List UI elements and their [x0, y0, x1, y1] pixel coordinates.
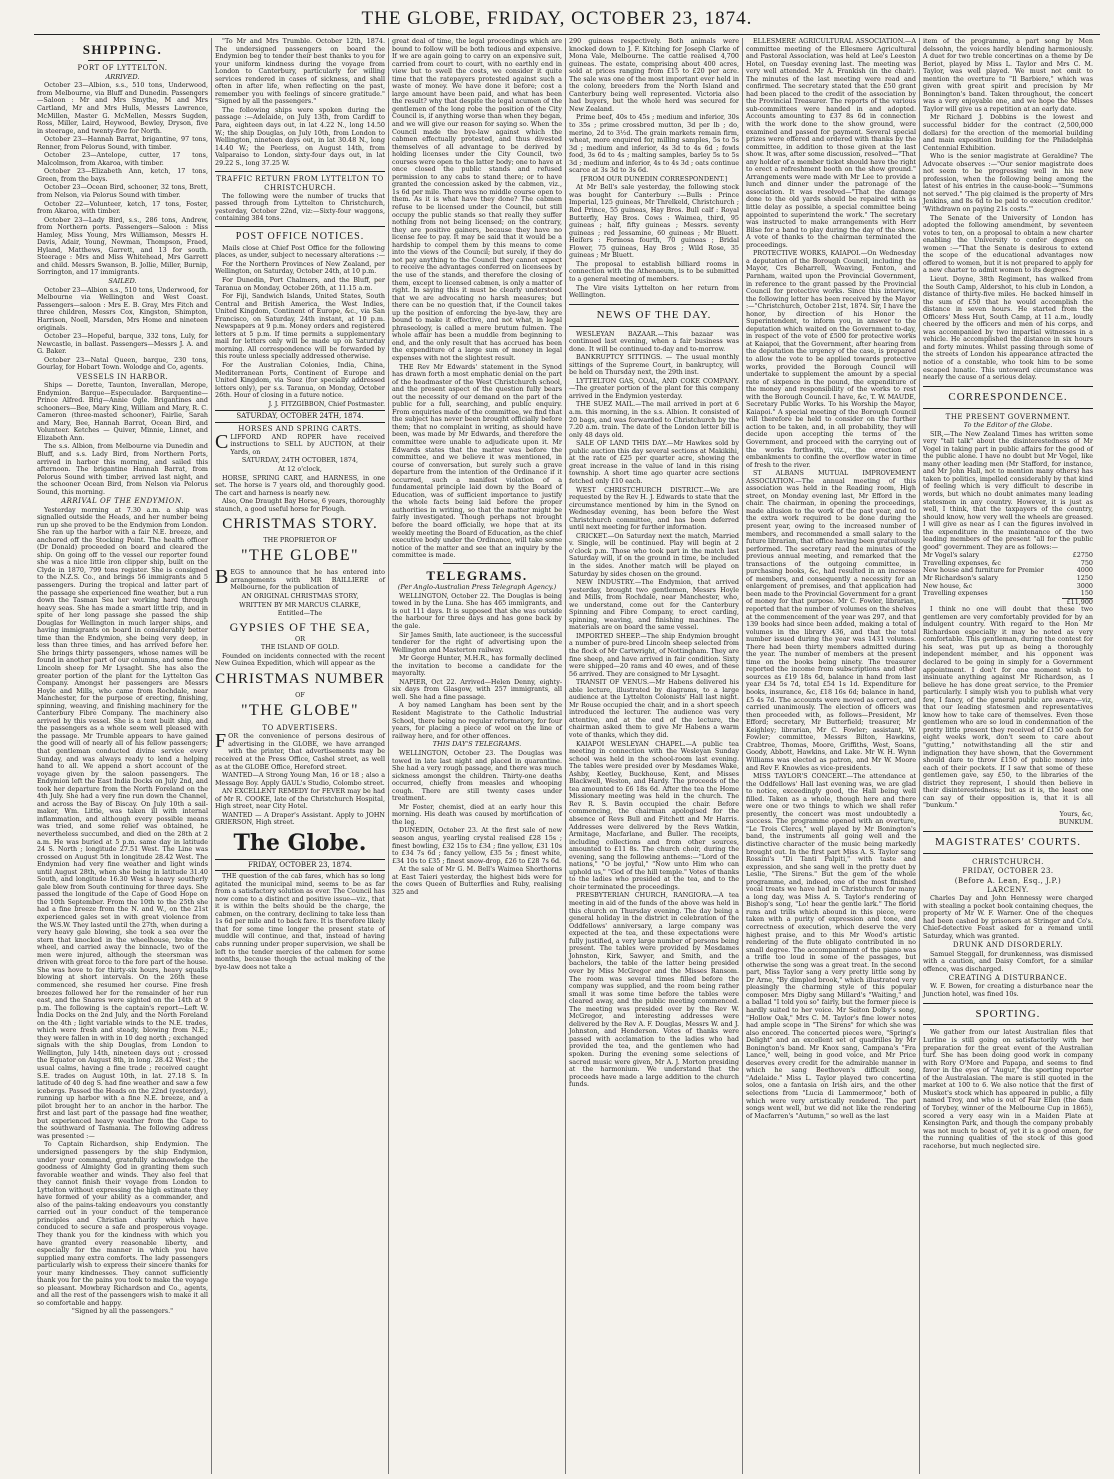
sailed-entry: October 23—Albion s.s., 510 tons, Underwood, for Melbourne via Wellington and West Coast. Passengers—saloon : Mrs E. B. Gray, Mrs Fitch and three children, Messrs Cox, Kingston, Shimpton, Harrison, Noell, Marsden, Mrs Home and nineteen originals. — [37, 285, 208, 332]
story-body-text: EGS to announce that he has entered into arrangements with MR BAILLIERE of Melbourne, for the publication of — [230, 568, 385, 592]
athenaeum-note: The proposal to establish billiard rooms in connection with the Athenaeum, is to be submitted to a general meeting of members. — [569, 259, 739, 283]
story-island: THE ISLAND OF GOLD. — [260, 643, 340, 652]
telegram: WELLINGTON, October 22. The Douglas is being towed in by the Luna. She has 465 immigrants, and is out 111 days. It is supposed that she was outside the harbour for three days and has gone back by the gale. — [392, 591, 562, 631]
correspondence-signature: BUNKUM. — [1058, 818, 1093, 827]
telegram: WELLINGTON, October 23. The Douglas was towed in late last night and placed in quarantine. She had a very rough passage, and there was much sickness amongst the children. Thirty-one deaths occurred, chiefly from measles and whooping cough. There are still twenty cases under treatment. — [392, 748, 562, 803]
sale-continued: 290 guineas respectively. Both animals were knocked down to J. F. Kitching for Joseph Clarke of Mona Vale, Melbourne. The cattle realised 4,700 guineas. The estate, comprising about 400 acres, sold at prices ranging from £15 to £20 per acre. The sale was one of the most important ever held in the colony, breeders from the North Island and Canterbury being well represented. Victoria also had buyers, but the whole herd was secured for New Zealand. — [569, 38, 739, 113]
correspondence-subheading: THE PRESENT GOVERNMENT. — [945, 412, 1071, 421]
salary-total: £11,900 — [1062, 598, 1093, 606]
correspondence-end: I think no one will doubt that these two gentlemen are very comfortably provided for by an indulgent country. With regard to the Hon Mr Richardson especially it may be noted as very comfortable. This gentleman, during the contest for his seat, was put up as being a thoroughly independent member, and his opponent was declared to be going in simply for a Government appointment. I don't for one moment wish to insinuate anything against Mr Richardson, as I believe he has done great service, to the Premier particularly. I simply wish you to publish what very few, I fancy, of the general public are aware—viz, that our leading statesmen and representatives know how to take care of themselves. Even those gentlemen who are so loud in condemnation of the pretty little present they received of £150 each for eight weeks work, don't seem to care about "gutting," notwithstanding all the stir and indignation they have shown, that the Government should dare to throw £150 of public money into each of their pockets. If I saw that some of these gentlemen gave, say £50, to the libraries of the district they represent, I should then believe in their disinterestedness; but as it is, the least one can say of their opposition is, that it is all "bunkum." — [923, 605, 1093, 810]
salary-label: Travelling expenses, &c — [923, 558, 1001, 567]
news-item: SALE OF LAND THIS DAY.—Mr Hawkes sold by public auction this day several sections at Makikihi, at the rate of £25 per quarter acre, showing the great increase in the value of land in this rising township. A short time ago quarter acre sections fetched only £10 each. — [569, 439, 739, 485]
correspondence-heading: CORRESPONDENCE. — [948, 390, 1068, 403]
arrival-entry: October 23—Ocean Bird, schooner, 32 tons, Brett, from Nelson, via Pelorus Sound with timber. — [37, 183, 208, 199]
correspondence-sign-off: Yours, &c, — [1059, 809, 1093, 818]
news-item: PRESBYTERIAN CHURCH, RANGIORA.—A tea meeting in aid of the funds of the above was held in this church on Thursday evening. The day being a general holiday in the district in celebration of the Oddfellows' anniversary, a large company was expected at the tea, and these expectations were fully justified, a very large number of persons being present. The tables were provided by Mesdames Johnston, Kirk, Sawyer, and Smith, and the bachelors, the table of the latter being presided over by Miss McGregor and the Misses Ransom. The room was several times filled before the company was supplied, and the room being rather small it was some time before the tables were cleared away, and the public meeting commenced. The meeting was presided over by the Rev W. McGregor, and interesting addresses were delivered by the Rev A. F. Douglas, Messrs W. and J. Johnston, and Henderson. Votes of thanks were passed with acclamation to the ladies who had provided the tea, and the gentlemen who had spoken. During the evening some selections of sacred music were given, Mr A. J. Morton presiding at the harmonium. We understand that the proceeds have made a large addition to the church funds. — [569, 891, 739, 1089]
sale-also: Also, One Draught Bay Horse, 6 years, thoroughly staunch, a good useful horse for Plough. — [215, 497, 385, 513]
news-item: WESLEYAN BAZAAR.—This bazaar was continued last evening, when a fair business was done. It will be continued to-day and to-morrow. — [569, 329, 739, 353]
disturbance-heading: CREATING A DISTURBANCE. — [948, 974, 1068, 983]
magistrates-bench: (Before A. Lean, Esq., J.P.) — [954, 876, 1062, 885]
doyne-note: Lieut. Doyne, 38th Regiment, has walked from the South Camp, Aldershot, to his club in London, a distance of thirty-five miles. He backed himself in the sum of £50 that he would accomplish the distance in seven hours. He started from the Officers' Mess Hut, South Camp, at 11 a.m., loudly cheered by the officers and men of his corps, and was accompanied by two impartial witnesses in a vehicle. He accomplished the distance in six hours and forty minutes. Whilst passing through some of the streets of London his appearance attracted the notice of a constable, who took him to be some escaped lunatic. This untoward circumstance was nearly the cause of a serious delay. — [923, 274, 1093, 382]
sale-body-text: LIFFORD AND ROPER have received instructions to SELL by AUCTION, at their Yards, on — [230, 432, 385, 456]
albion-note: The s.s. Albion, from Melbourne via Dunedin and Bluff, and s.s. Lady Bird, from Northern Ports, arrived in harbor this morning, and sailed this afternoon. The brigantine Hannah Barrat, from Pelorus Sound with timber, arrived last night, and the schooner Ocean Bird, from Nelson via Pelorus Sound, this morning. — [37, 442, 208, 496]
telegram: Mr Foster, chemist, died at an early hour this morning. His death was caused by mortification of the leg. — [392, 802, 562, 826]
disturbance-text: W. F. Bowen, for creating a disturbance near the Junction hotel, was fined 10s. — [923, 982, 1093, 998]
market-report: Prime beef, 40s to 45s ; medium and inferior, 30s to 35s ; prime crossbred mutton, 3d per lb ; do, merino, 2d to 3½d. The grain markets remain firm, wheat, more enquired for, milling samples, 5s to 5s 3d ; medium and inferior, 4s 3d to 4s 6d ; fowls food, 3s 6d to 4s ; malting samples, barley 5s to 5s 3d ; medium and inferior, 4s to 4s 3d ; oats continue scarce at 3s 3d to 3s 6d. — [569, 113, 739, 175]
sailed-entry: October 23—Natal Queen, barque, 230 tons, Gourlay, for Hobart Town. Wolodge and Co, agents. — [37, 355, 208, 372]
edwards-editorial: THE Rev Mr Edwards' statement in the Synod has drawn forth a most emphatic denial on the part of the headmaster of the West Christchurch school, and the present aspect of the question fully bears out the necessity of our demand on the part of the public for a full, searching, and public enquiry. From enquiries made of the committee, we find that the subject has never been brought officially before them; that no complaint in writing, as should have been, was made by Mr Edwards, and therefore the committee were unable to adjudicate upon it. Mr Edwards states that the matter was before the committee, and we believe it was mentioned, in course of conversation, but surely such a grave departure from the intention of the Ordinance if it occurred, such a manifest violation of a fundamental principle laid down by the Board of Education, was of sufficient importance to justify the whole facts being laid before the proper authorities in writing, so that the matter might be fairly investigated. Though perhaps not brought before the board officially, we hope that at its weekly meeting the Board of Education, as the chief executive body under the Ordinance, will take some notice of the matter and see that an inquiry by the committee is made. — [392, 362, 562, 560]
sporting-heading-box — [923, 1003, 1093, 1026]
magistrates-heading-box — [923, 831, 1093, 854]
harbor-text: Ships — Dorette, Taunton, Inverallan, Merope, Endymion. Barque—Especulador. Barquentine—Prince Alfred. Brig—Annie Ogle. Brigantines and schooners—Bee, Mary King, William and Mary, R. C. Cameron (three-masted schooner), Fairlie, Sarah and Mary, Bee, Hannah Barrat, Ocean Bird, and Volunteer. Ketches — Quiver, Minnie, Linnet, and Elizabeth Ann. — [37, 381, 208, 442]
correspondence-to: To the Editor of the Globe. — [963, 420, 1053, 429]
story-body — [215, 566, 385, 592]
telegram: A boy named Langham has been sent by the Resident Magistrate to the Catholic Industrial School, there being no regular reformatory, for four years, for placing a piece of wool on the line of railway here, and for other offences. — [392, 701, 562, 740]
story-of: OF — [295, 690, 305, 699]
news-item: ELLESMERE AGRICULTURAL ASSOCIATION.—A committee meeting of the Ellesmere Agricultural and Pastoral Association, was held at Lee's Leeston Hotel, on Tuesday evening last. The meeting was very well attended. Mr A. Frankish (in the chair). The minutes of the last meeting were read and confirmed. The secretary stated that the £50 grant had been placed to the credit of the association by the Provincial Treasurer. The reports of the various sub-committees were handed in and adopted. Accounts amounting to £37 8s 6d in connection with the work done to the show ground, were examined and passed for payment. Several special prizes were offered and ordered with thanks by the committee, in addition to those given at the last show. It was, after some discussion, resolved—"That any holder of a member ticket should have the right to erect a refreshment booth on the show ground." Arrangements were made with Mr Lee to provide a lunch and dinner under the patronage of the association. It was resolved—"That the damage done to the old yards should be repaired with as little delay as possible, a special committee being appointed to superintend the work." The secretary was instructed to make arrangements with Herr Bilse for a band to play during the day of the show. A vote of thanks to the chairman terminated the proceedings. — [746, 38, 916, 249]
story-founded: Founded on incidents connected with the recent New Guinea Expedition, which will appear as the — [215, 651, 385, 668]
post-notice: For Fiji, Sandwich Islands, United States, South Central and British America, the West Indies, United Kingdom, Continent of Europe, &c., via San Francisco, on Saturday, 24th instant, at 10 p.m. Newspapers at 9 p.m. Money orders and registered letters at 5 p.m. If time permits a supplementary mail for letters only will be made up on Saturday morning. All correspondence will be forwarded by this route unless specially addressed otherwise. — [215, 292, 385, 361]
salary-label: Mr Vogel's salary — [923, 551, 980, 560]
story-original: AN ORIGINAL CHRISTMAS STORY, — [241, 591, 359, 600]
shipping-heading: SHIPPING. — [82, 42, 163, 57]
news-item: BANKRUPTCY SITTINGS. — The usual monthly sittings of the Supreme Court, in bankruptcy, will be held on Thursday next, the 29th inst. — [569, 353, 739, 377]
sailed-label: SAILED. — [108, 277, 137, 286]
salary-label: Travelling expenses — [923, 589, 988, 598]
sale-heading: HORSES AND SPRING CARTS. — [238, 424, 362, 433]
column-6 — [919, 38, 1096, 1474]
sale-time: At 12 o'clock, — [278, 464, 322, 473]
advertisers-body: OR the convenience of persons desirous of advertising in the GLOBE, we have arranged with the printer, that advertisements may be received at the Press Office, Cashel street, as well as at the GLOBE Office, Hereford street. — [215, 732, 385, 771]
arrival-entry: October 23—Antelope, cutter, 17 tons, Malcolmson, from Akaroa, with timber. — [37, 151, 208, 167]
sporting-heading: SPORTING. — [975, 1007, 1041, 1020]
wanted-ad: WANTED—A Strong Young Man, 16 or 18 ; also a Message Boy. Apply GAUL's Studio, Colombo street. — [215, 771, 385, 787]
news-item: LYTTELTON GAS, COAL, AND COKE COMPANY.—The greater portion of the plant for this company arrived in the Endymion yesterday. — [569, 376, 739, 400]
concert-continued: item of the programme, a part song by Men delssohn, the voices hardly blending harmoniously. A duet for two treble concertinas on a theme by De Beriot, played by Miss L. Taylor and Mrs C. M. Taylor, was well played. We must not omit to mention the overture to "Il Barbiere," which was given with great spirit and precision by Mr Bonnington's band. Taken throughout, the concert was a very enjoyable one, and we hope the Misses Taylor will give us a repetition at an early date. — [923, 38, 1093, 113]
salary-value: £2750 — [1072, 551, 1093, 560]
masthead-rule — [34, 34, 1100, 35]
story-proprietor: THE PROPRIETOR OF — [263, 535, 337, 544]
news-item: KAIAPOI WESLEYAN CHAPEL.—A public tea meeting in connection with the Wesleyan Sunday school was held in the school-room last evening. The tables were presided over by Mesdames Wake, Ashby, Keetley, Buckhouse, Kent, and Misses Blackwell, Weston, and Hardy. The proceeds of the tea amounted to £6 18s 6d. After the tea the Home Missionary meeting was held in the church. The Rev R. S. Bavin occupied the chair. Before commencing, the chairman apologised for the absence of Revs Bull and Fitchett and Mr Harris. Addresses were delivered by the Revs Watkin, Armitage, Macfarlane, and Buller. The receipts, including collections and from other sources, amounted to £11 8s. The church choir, during the evening, sang the following anthems:—"Lord of the nations," "O be joyful," "Now unto Him who can uphold us," "God of the hill temple." Votes of thanks to the ladies who presided at the tea, and to the choir terminated the proceedings. — [569, 739, 739, 891]
post-notice: For Dunedin, Port Chalmers, and the Bluff, per Taranua on Monday, October 26th, at 11.15 a.m. — [215, 275, 385, 292]
larceny-text: Charles Day and John Hennessy were charged with stealing a pocket book containing cheques, the property of Mr W. F. Warner. One of the cheques had been cashed by prisoners at Stringer and Co's. Chief-detective Feast asked for a remand until Saturday, which was granted. — [923, 894, 1093, 940]
news-item: ST ALBANS MUTUAL IMPROVEMENT ASSOCIATION.—The annual meeting of this association was held in the Reading room, High street, on Monday evening last, Mr Efford in the chair. The chairman, in opening the proceedings, made allusion to the work of the past year, and to the extra work required to be done during the present year, owing to the increased number of members, and recommended a small salary to the future librarian, that office having been gratuitously performed. The secretary read the minutes of the previous annual meeting, and remarked that the transactions of the outgoing committee, in purchasing books, &c, had resulted in an increase of members, and consequently a necessity for an enlargement of premises, and that application had been made to the Provincial Government for a grant of money for that purpose. Mr C. Fowler, librarian, reported that the number of volumes on the shelves at the commencement of the year was 297, and that 139 books had since been added, making a total of volumes in the library 436, and that the total number issued during the year was 1431 volumes. There had been thirty members admitted during the year. The number of members at the present time on the books being ninety. The treasurer reported the income from subscriptions and other sources as £19 18s 6d, balance in hand from last year £34 5s 7d, total £54 1s 1d. Expenditure for books, insurance, &c, £18 16s 6d; balance in hand, £5 4s 7d. The accounts were moved as correct, and carried unanimously. The election of officers was then proceeded with, as follows—President, Mr Efford; secretary, Mr Butterfield; treasurer, Mr Keighley; librarian, Mr C. Fowler; assistant, W. Fowler; committee, Messrs Bilton, Hawkins, Crabtree, Thomas, Moore, Griffiths, West, Soans, Goody, Abbott, Hawkins, and Lake. Mr W. H. Wynn Williams was elected as patron, and Mr W. Moore and Rev F. Knowles as vice-presidents. — [746, 469, 916, 772]
sailed-entry: October 23—Hopeful, barque, 332 tons, Luly, for Newcastle, in ballast. Passengers—Messrs J. A. and G. Baker. — [37, 332, 208, 356]
larceny-heading: LARCENY. — [987, 885, 1029, 894]
magistrates-place: CHRISTCHURCH. — [972, 858, 1044, 866]
salary-value: 3000 — [1076, 581, 1093, 590]
editorial: THE question of the cab fares, which has so long agitated the municipal mind, seems to be as far from a satisfactory solution as ever. The Council has now come to a distinct and positive issue—viz., that it is within the belts should be the charge, the cabmen, on the contrary, declining to take less than 1s 6d per mile and to back fare. It is therefore likely that for some time longer the present state of muddle will continue, and that, instead of having cabs running under proper supervision, we shall be left to the tender mercies of the cabmen for some months, because though the actual making of the bye-law does not take a — [215, 872, 385, 971]
news-item: MISS TAYLOR'S CONCERT.—The attendance at the Oddfellows' Hall last evening was, we are glad to notice, exceedingly good, the Hall being well filled. Taken as a whole, though here and there were one or two things to which we shall refer presently, the concert was most undoubtedly a success. The programme opened with an overture, "Le Trois Clercs," well played by Mr Bonington's band, the instruments all going well and the distinctive character of the music being markedly brought out. In the first part Miss A. S. Taylor sang Rossini's "Di Tanti Palpiti," with taste and expression, and she sang well in the pretty duet by Leslie, "The Sirens." But the gem of the whole programme, and, indeed, one of the most finished vocal treats we have had in Christchurch for many a long day, was Miss A. S. Taylor's rendering of Bishop's song, "Lo! hear the gentle lark." The florid runs and trills which abound in this piece, were taken with a purity of expression and tone, and correctness of execution, which deserve the very highest praise, and to this Mr Wood's artistic rendering of the flute obligato contributed in no small degree. The accompaniment of the piano was a trifle too loud in some of the passages, but otherwise the song was a great treat. In the second part, Miss Taylor sang a very pretty little song by Dr Arne, "By dimpled brook," which illustrated very pleasingly the charming style of this popular composer. Mrs Digby sang Millard's "Waiting," and a ballad "I told you so" fairly, but the former piece is hardly suited to her voice. Mr Seiton Dolby's song, "Hollow Oak," Mrs C. M. Taylor's fine lower notes had ample scope in "The Sirens" for which she was also encored. The concerted pieces were, "Spring's Delight" and an excellent set of quadrilles by Mr Bonington's band. Mr Knox sang, Campana's "Fra Lance," well, being in good voice, and Mr Price deserves every credit for the admirable manner in which he sang Beethoven's difficult song, "Adelaide." Miss L. Taylor played two concertina solos, one a fantasia on Irish airs, and the other selections from "Lucia di Lammermoor," both of which were very artistically rendered. The part songs went well, but we did not like the rendering of Macfarren's "Autumn," so well as the last — [746, 772, 916, 1120]
arrived-label: ARRIVED. — [105, 72, 140, 81]
salary-value: 1250 — [1076, 573, 1093, 582]
post-heading: POST OFFICE NOTICES. — [235, 230, 365, 242]
telegram: Mr George Hunter, M.H.R., has formally declined the invitation to become a candidate for the mayoralty. — [392, 654, 562, 678]
advertisers-heading: TO ADVERTISERS. — [262, 724, 338, 733]
wanted-ad: WANTED — A Draper's Assistant. Apply to JOHN GRIERSON, High street. — [215, 810, 385, 827]
traffic-box — [215, 171, 385, 227]
sale-body — [215, 430, 385, 457]
column-2 — [211, 38, 388, 1474]
telegram: At the sale of Mr G. M. Bell's Waimea Shorthorns at East Taieri yesterday, the highest bids were for the cows Queen of Butterflies and Ruby, realising 325 and — [392, 865, 562, 896]
news-item: CRICKET.—On Saturday next the match, Married v. Single, will be continued. Play will begin at 2 o'clock p.m. Those who took part in the match last Saturday will, if on the ground in time, be included in the sides. Another match will be played on Saturday by sides chosen on the ground. — [569, 531, 739, 578]
telegrams-heading: TELEGRAMS. — [426, 567, 528, 583]
news-heading: NEWS OF THE DAY. — [596, 308, 712, 321]
salary-label: New house, &c — [923, 581, 973, 590]
endymion-heading: ARRIVAL OF THE ENDYMION. — [61, 497, 184, 506]
dropcap: F — [215, 730, 227, 753]
geraldine-note: Who is the senior magistrate at Geraldine? The Advocate observes :—"Our senior magistrate does not seem to be progressing well in his new profession, when the following being among the latest of his entries in the cause-book:—"Summons not served." 'The pig claimed is the property of Mrs Jenkins, and 8s 6d to be paid to execution creditor.' 'Withdrawn on paying 21s costs.'" — [923, 152, 1093, 214]
story-globe-2: "THE GLOBE" — [241, 702, 359, 720]
arrival-entry: October 23—Elizabeth Ann, ketch, 17 tons, Green, from the bays. — [37, 167, 208, 183]
story-globe: "THE GLOBE" — [241, 547, 359, 565]
traffic-heading: TRAFFIC RETURN FROM LYTTELTON TO CHRISTCHURCH. — [216, 175, 384, 192]
column-3 — [388, 38, 565, 1474]
ships-spoken: The following ships were spoken during the passage :—Adelaide, on July 13th, from Cardiff to Para, eighteen days out, in lat 4.22 N., long 14.50 W.; the ship Douglas, on July 10th, from London to Wellington, nineteen days out, in lat 30.48 N., long 14.40 W.; the Peerless, on August 14th, from Valparaiso to London, sixty-four days out, in lat 29.22 S., long 37.25 W. — [215, 105, 385, 167]
magistrates-heading: MAGISTRATES' COURTS. — [934, 836, 1081, 849]
drunk-heading: DRUNK AND DISORDERLY. — [952, 941, 1064, 950]
post-notice: For the Australian Colonies, India, China, Mediterranean Ports, Continent of Europe and United Kingdom, via Suez (for specially addressed letters only), per s.s. Taranua, on Monday, October 26th. Hour of closing in a future notice. — [215, 360, 385, 400]
post-signature: J. J. FITZGIBBON, Chief Postmaster. — [268, 399, 385, 408]
arrival-entry: October 22—Volunteer, ketch, 17 tons, Foster, from Akaroa, with timber. — [37, 199, 208, 216]
arrival-entry: October 23—Hannah Barrat, brigantine, 97 tons, Renner, from Pelorus Sound, with timber. — [37, 135, 208, 151]
sale-items: HORSE, SPRING CART, and HARNESS, in one set. The horse is 7 years old, and thoroughly good. The cart and harness is nearly new. — [215, 473, 385, 497]
column-5 — [742, 38, 919, 1474]
todays-telegrams-heading: THIS DAY'S TELEGRAMS. — [432, 740, 522, 749]
masthead: THE GLOBE, FRIDAY, OCTOBER 23, 1874. — [361, 8, 753, 29]
vire-note: The Vire visits Lyttelton on her return from Wellington. — [569, 283, 739, 300]
port-heading: PORT OF LYTTELTON. — [77, 64, 168, 73]
post-notice: Mails close at Chief Post Office for the following places, as under, subject to necessary alterations :— — [215, 243, 385, 260]
telegram: Sir James Smith, late auctioneer, is the successful tenderer for the right of advertising upon the Wellington and Masterton railway. — [392, 630, 562, 654]
news-heading-box — [569, 304, 739, 327]
divider — [443, 563, 511, 564]
trumble-letter: "To Mr and Mrs Trumble. October 12th, 1874. The undersigned passengers on board the Endymion beg to tender their best thanks to you for your uniform kindness during the voyage from London to Canterbury, particularly for willing services rendered in cases of sickness, and shall often in after life, when reflecting on the past, remember you with feelings of sincere gratitude." "Signed by all the passengers." — [215, 38, 385, 106]
remedy-ad: AN EXCELLENT REMEDY for FEVER may be had of Mr R. COOKE, late of the Christchurch Hospital, High street, near City Hotel. — [215, 787, 385, 811]
editorial-continued: great deal of time, the legal proceedings which are bound to follow will be both tedious and expensive. If we are again going to carry on an expensive suit, carried from court to court, with no earthly end in view but to swell the costs, we consider it quite time that the ratepayers protested against such a waste of money. We have done it before; cost a large amount have been paid, and what has been the result? why that despite the legal acumen of the gentlemen of the long robe the position of the City Council is, if anything worse than when they began, and we will give our reason for saying so. When the Council made the bye-law against which the cabmen effectually protested, and thus divested themselves of all advantage to be derived by holding licenses under the City Council, two courses were open to the latter body; one to have at once closed the public stands and refused permission to any cabs to stand there; or to have granted the concession asked by the cabmen, viz., 1s 6d per mile. There was no middle course open to them. As it is what have they done? The cabmen refuse to be licensed under the Council, but still occupy the public stands so that really they suffer nothing from not being licensed; on the contrary, they are positive gainers, because they have no license fee to pay. It may be said that it would be a hardship to compel them by this means to come into the views of the Council; but surely, if they do not pay anything to the Council they cannot expect to receive the advantages conferred on licensees by the use of the stands, and therefore the closing of them, except to licensed cabmen, is only a matter of right. In saying this it must be clearly understood that we are advocating no harsh measures; but there can be no question that, if the Council takes up the position of enforcing the bye-law, they are bound to make it effective, and not what, in legal phraseology, is called a mere brutum fulmen. The whole affair has been a muddle from beginning to end, and the only result that has accrued has been the expenditure of a large sum of money in legal expenses with not the slightest result. — [392, 38, 562, 362]
news-item: THE SUEZ MAIL.—The mail arrived in port at 6 a.m. this morning, in the s.s. Albion. It consisted of 20 bags, and was forwarded to Christchurch by the 7.20 a.m. train. The date of the London letter bill is only 48 days old. — [569, 400, 739, 439]
arrival-entry: October 23—Albion, s.s., 510 tons, Underwood, from Melbourne, via Bluff and Dunedin. Passengers—Saloon : Mr and Mrs Smythe, M and Mrs Cartland, Mr and Mrs Hulls, Messrs Lawrence, McMillen, Master G. McMellen, Messrs Sugden, Ross, Miller, Laird, Heywood, Bewley, Dryson, five in steerage, and twenty-five for North. — [37, 81, 208, 135]
table-row — [923, 590, 1093, 598]
endymion-report: Yesterday morning at 7.30 a.m. a ship was signalled outside the Heads, and her number being run up she proved to be the Endymion from London. She ran up the harbor with a fair N.E. breeze, and anchored off the Stocking Point. The health officer (Dr Donald) proceeded on board and cleared the ship. On going off to the vessel our reporter found she was a nice little iron clipper ship, built on the Clyde in 1870, 799 tons register. She is consigned to the N.Z.S. Co., and brings 56 immigrants and 5 passengers. During the tropical and latter part of the passage she experienced fine weather, but a run down the Tasman Sea her working hard through heavy seas. She has made a smart little trip, and in spite of her long passage she passed the ship Douglas for Wellington in much larger ships, and having immigrants on board in considerably better time than the Endymion, she being very deep, in less than three times, and has arrived before her. She brings thirty passengers, whose names will be found in another part of our columns, and some fine Lincoln sheep for Mr Lysaght. She has also the greater portion of the plant for the Lyttelton Gas Company. Amongst her passengers are Messrs Hoyle and Mills, who came from Rochdale, near Manchester, for the purpose of erecting, finishing, spinning, weaving, and finishing machinery for the Canterbury Fibre Company. The machinery also arrived by this vessel. She is a tent built ship, and the passengers as a whole seem well pleased with the passage. Mr Trumble appears to have gained the good will of nearly all of his fellow passengers; that gentleman conducted divine service every Sunday, and was always ready to lend a helping hand to all. We append a short account of the voyage given by the saloon passengers. The Endymion left the East India Docks on July 2nd, and took her departure from the North Foreland on the 4th July. She had a very fine run down the Channel, and across the Bay of Biscay. On July 10th a sail-maker, Wm. Little, was taken ill with internal inflammation, and although every possible means was tried, and some relief was obtained, he nevertheless succumbed, and died on the 28th at 2 a.m. He was buried at 5 p.m. same day in latitude 24 S. North ; longitude 27.51 West. The Line was crossed on August 5th in longitude 28.42 West. The Endymion had very fine weather and light winds until August 28th, when she being in latitude 31.40 South, and longitude 16.30 West a heavy southerly gale blew from South continuing for three days. She passed the longitude of the Cape of Good Hope on the 10th September. From the 10th to the 25th she had a fine breeze from the N. and W., on the 21st experienced gales set in with great violence from the W.S.W. They lasted until the 27th, when during a very heavy gale blowing, she took a sea over the stern that knocked in the wheelhouse, broke the wheel, and carried away the binnacle, two of the men were injured, although the steersman was driven with great force to the fore part of the house. She was hove to for thirty-six hours, heavy squalls blowing at short intervals. On the 26th these commenced, she resumed her course. Fine fresh breezes followed her for the remainder of her run east, and the Snares were sighted on the 14th at 9 p.m. The following is the captain's report—Left W. India Docks on the 2nd July, and the North Foreland on the 4th ; light variable winds to the N.E. trades, which were fresh and steady, blowing from N.E.; they were fallen in with in 10 deg north ; exchanged signals with the ship Douglas, from London to Wellington, July 14th, nineteen days out ; crossed the Equator on August 8th, in long. 28.42 West ; the usual calms, having a fine trade ; received caught S.E. trades on August 10th, in lat. 27.18 S. In latitude of 40 deg S. had fine weather and saw a few icebergs. Passed the Heads on the 22nd (yesterday), running up harbor with a fine N.E. breeze, and a pilot brought her to an anchor in the harbor. The first and last part of the passage had fine weather, but experienced heavy weather from the Cape to the southward of Tasmania. The following address was presented :— — [37, 505, 208, 1140]
dropcap: C — [215, 430, 229, 453]
column-1 — [34, 38, 211, 1474]
story-number: CHRISTMAS NUMBER — [215, 670, 385, 687]
sale-day: SATURDAY, 24TH OCTOBER, 1874, — [241, 456, 359, 465]
salary-value: 150 — [1080, 589, 1093, 598]
story-or: OR — [294, 634, 306, 643]
telegrams-agency: (Per Anglo-Australian Press Telegraph Agency.) — [397, 583, 557, 592]
endymion-signed: "Signed by all the passengers." — [71, 1307, 174, 1316]
divider — [88, 60, 156, 61]
drunk-text: Samuel Steggall, for drunkenness, was dismissed with a caution, and Daisy Comfort, for a similar offence, was discharged. — [923, 949, 1093, 973]
news-item: NEW INDUSTRY.—The Endymion, that arrived yesterday, brought two gentlemen, Messrs Hoyle and Mills, from Rochdale, near Manchester, who, we understand, come out for the Canterbury Spinning and Fibre Company, to erect carding, spinning, weaving, and finishing machines. The materials are on board the same vessel. — [569, 578, 739, 632]
correspondent-tag: [FROM OUR DUNEDIN CORRESPONDENT.] — [580, 174, 728, 183]
correspondence-body: SIR,—The New Zealand Times has written some very "tall talk" about the disinterestedness of Mr Vogel in taking part in public affairs for the good of the public alone. I have no doubt but Mr Vogel, like many other leading men (Mr Stafford, for instance, and Mr John Hall, not to mention many others) has taken to politics, impelled considerably by that kind of feeling which is very difficult to describe in words, but which no doubt animates many leading statesmen in any country. However, it is just as well, I think, that the taxpayers of the country, should know, how very well the wheels are greased. I will give as near as I can the figures involved in the expenditure in the maintenance of the two leading members of the present "all for the public good" government. They are as follows:— — [923, 429, 1093, 551]
story-author: WRITTEN BY MR MARCUS CLARKE, — [239, 600, 361, 609]
arrival-entry: October 23—Lady Bird, s.s., 286 tons, Andrew, from Northern ports. Passengers—Saloon : Miss Hamley, Miss Young, Mrs Williamson, Messrs H. Davis, Adair, Young, Newman, Thompson, Fraed, Hyland, Matthews, Garrett, and 13 for south. Steerage : Mrs and Miss Whitehead, Mrs Garrett and child. Messrs Swanson, B. Jollie, Miller, Burnip, Sorrington, and 17 immigrants. — [37, 215, 208, 277]
salary-label: New house and furniture for Premier — [923, 566, 1044, 575]
news-item: TRANSIT OF VENUS.—Mr Habens delivered his able lecture, illustrated by diagrams, to a large audience at the Lyttelton Colonists' Hall last night. Mr Rouse occupied the chair, and in a short speech introduced the lecturer. The audience was very attentive, and at the end of the lecture, the chairman asked them to give Mr Habens a warm vote of thanks, which they did. — [569, 678, 739, 739]
magistrates-date: FRIDAY, OCTOBER 23. — [962, 867, 1054, 876]
traffic-text: The following were the number of trucks that passed through from Lyttelton to Christchurch, yesterday, October 22nd, viz:—Sixty-four waggons, containing 384 tons. — [215, 191, 385, 223]
advertisers-text — [215, 730, 385, 771]
globe-date: FRIDAY, OCTOBER 23, 1874. — [215, 859, 385, 871]
news-item: PROTECTIVE WORKS, KAIAPOI.—On Wednesday a deputation of the Borough Council, including the Mayor, Crs Beharrell, Weaving, Fenton, and Parnham, waited upon the Provincial Government, in reference to the grant passed by the Provincial Council for protective works. Since this interview, the following letter has been received by the Mayor :—"Christchurch, October 21st, 1874. Sir, I have the honor, by direction of his Honor the Superintendent, to inform you, in answer to the deputation which waited on the Government to-day, in respect of the vote of £500 for protective works at Kaiapoi, that the Government, after hearing from the deputation the urgency of the case, is prepared to allow the vote to be applied towards protective works, provided the Borough Council will undertake to supplement the amount by a special rate of sixpence in the pound, the expenditure of the money and responsibility of the works to rest with the Borough Council. I have, &c, T. W. MAUDE, Secretary Public Works. To his Worship the Mayor, Kaiapoi." A special meeting of the Borough Council will therefore be held to consider on the further action to be taken, and, in all probability, they will decide upon accepting the terms of the Government, and proceed with the carrying out of the works forthwith, viz., the erection of embankments to confine the overflow water in time of fresh to the river. — [746, 249, 916, 469]
telegram: NAPIER, Oct 22. Arrived—Helen Denny, eighty-six days from Glasgow, with 257 immigrants, all well. She had a fine passage. — [392, 677, 562, 701]
salary-label: Mr Richardson's salary — [923, 573, 999, 582]
columns — [34, 38, 1100, 1474]
sale-date: SATURDAY, OCTOBER 24TH, 1874. — [215, 410, 385, 422]
harbor-label: VESSELS IN HARBOR. — [76, 372, 169, 381]
story-entitled: Entitled—The — [277, 609, 323, 618]
salary-value: 750 — [1080, 558, 1093, 567]
salary-value: 4000 — [1076, 566, 1093, 575]
story-title: GYPSIES OF THE SEA, — [229, 619, 371, 634]
dropcap: B — [215, 566, 229, 589]
story-heading: CHRISTMAS STORY. — [222, 516, 378, 533]
telegram: DUNEDIN, October 23. At the first sale of new season angus, yearling crystal realised £28 15s ; finest bowling, £32 15s to £34 ; fine yellow, £31 10s to £34 7s 6d ; fancy yellow, £35 5s ; finest white, £34 10s to £35 ; finest snow-drop, £26 to £28 7s 6d. — [392, 826, 562, 865]
correspondence-heading-box — [923, 386, 1093, 409]
sporting-text: We gather from our latest Australian files that Lurline is still going on satisfactorily with her preparation for the great event of the Australian turf. She has been doing good work in company with Rory O'More and Papapa, and seems to find favor in the eyes of "Augur," the sporting reporter of the Australasian. The mare is still quoted in the market at 100 to 6. We also notice that the first of Musket's stock which has appeared in public, a filly named Troy, and who is out of Fair Ellen (the dam of Torybey, winner of the Melbourne Cup in 1865), scored a very easy win in a Maiden Plate at Kensington Park, and though the company probably was not much to boast of, yet it is a good omen, for the running qualities of the stock of this good racehorse, but much neglected sire. — [923, 1028, 1093, 1150]
globe-title: The Globe. — [233, 829, 367, 856]
dobbins-note: Mr Richard J. Dobbins is the lowest and successful bidder for the contract (2,500,000 dollars) for the erection of the memorial building and main exposition building for the Philadelphia Centennial Exhibition. — [923, 113, 1093, 152]
bell-sale: At Mr Bell's sale yesterday, the following stock was bought for Canterbury :—Bulls : Prince Imperial, 125 guineas, Mr Threlkeld, Christchurch ; Red Prince, 55 guineas, Hay Bros. Bull calf : Royal Butterfly, Hay Bros. Cows : Waimea, third, 95 guineas ; half, fifty guineas ; Messrs. seventy guineas ; red Jessamine, 60 guineas ; Mr Bluett. Heifers : Formosa fourth, 70 guineas ; Bridal Flower, 75 guineas, Hay Bros ; Wild Rose, 35 guineas ; Mr Bluett. — [569, 183, 739, 260]
post-notice: For the Northern Provinces of New Zealand, per Wellington, on Saturday, October 24th, at 10 p.m. — [215, 259, 385, 276]
news-item: WEST CHRISTCHURCH DISTRICT.—We are requested by the Rev H. J. Edwards to state that the circumstance mentioned by him in the Synod on Wednesday evening, has been before the West Christchurch committee, and has been deferred until next meeting for further information. — [569, 485, 739, 532]
salary-table — [923, 552, 1093, 606]
university-note: The Senate of the University of London has adopted the following amendment, by seventeen votes to ten, on a proposal to obtain a new charter enabling the University to confer degrees on women :—"That the Senate is desirous to extend the scope of the educational advantages now offered to women, but it is not prepared to apply for a new charter to admit women to its degrees." — [923, 213, 1093, 275]
news-item: IMPORTED SHEEP.—The ship Endymion brought a number of pure-bred Lincoln sheep selected from the flock of Mr Cartwright, of Nottingham. They are fine sheep, and have arrived in fair condition. Sixty were shipped—20 rams and 40 ewes, and of these 56 arrived. They are consigned to Mr Lysaght. — [569, 631, 739, 678]
endymion-address: To Captain Richardson, ship Endymion. The undersigned passengers by the ship Endymion, under your command, gratefully acknowledge the goodness of Almighty God in granting them such favorable weather and winds. They also feel that they cannot finish their voyage from London to Lyttelton without expressing the high estimate they have formed of your ability as a commander, and also of the pains-taking endeavours you constantly carried out in your conduct of the temperance principles and Christian charity which have conduced to secure a safe and prosperous voyage. They thank you for the kindness with which you have granted every reasonable liberty, and especially for the manner in which you have supplied many extra comforts. The lady passengers particularly wish to express their sincere thanks for your many kindnesses. They cannot sufficiently thank you for the pains you took to make the voyage so pleasant. Mowbray Richardson and Co., agents, and all the rest of the passengers wish to make it all so comfortable and happy. — [37, 1140, 208, 1307]
column-4 — [565, 38, 742, 1474]
